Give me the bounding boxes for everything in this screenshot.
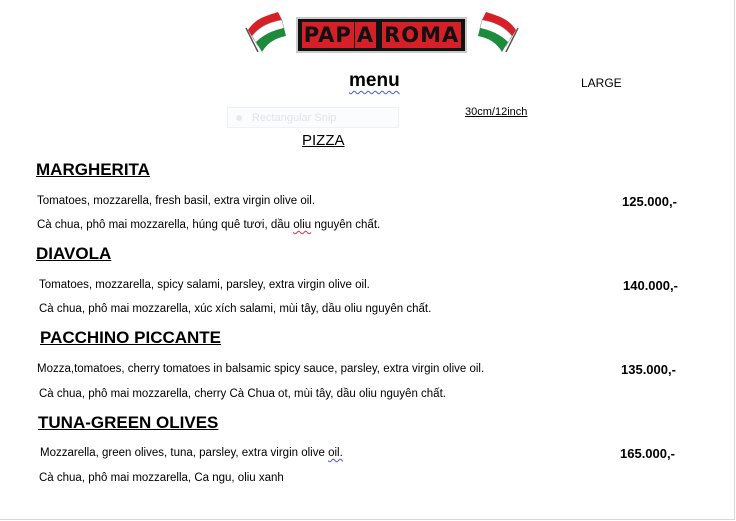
snip-icon [236,115,242,121]
item-description-en: Mozza,tomatoes, cherry tomatoes in balsamic spicy sauce, parsley, extra virgin olive oil. [37,363,485,375]
item-name: MARGHERITA [36,160,150,179]
logo-part-3: ROMA [384,23,460,47]
item-description-vi [37,219,380,231]
brand-logo [296,17,467,53]
item-description-en-part: Mozzarella, green olives, tuna, parsley, extra virgin olive [40,447,329,459]
item-description-en: Tomatoes, mozzarella, spicy salami, parsley, extra virgin olive oil. [39,279,370,291]
item-description-vi: Cà chua, phô mai mozzarella, Ca ngu, oliu xanh [39,472,284,484]
menu-title: menu [349,70,400,91]
item-description-vi-part: Cà chua, phô mai mozzarella, húng quê tươi, dầu [37,219,294,231]
item-description-vi-part: nguyên chất. [311,219,381,231]
spelling-flagged-word: oliu [293,219,312,231]
item-price: 135.000,- [621,362,676,377]
rectangular-snip-overlay [227,107,399,128]
snip-label: Rectangular Snip [252,111,337,124]
item-description-en [40,447,343,459]
item-name: PACCHINO PICCANTE [40,328,222,347]
item-description-vi: Cà chua, phô mai mozzarella, cherry Cà Chua ot, mùi tây, dầu oliu nguyên chất. [39,388,446,400]
item-description-vi: Cà chua, phô mai mozzarella, xúc xích salami, mùi tây, dầu oliu nguyên chất. [39,303,432,315]
item-price: 140.000,- [623,278,678,293]
italian-flag-icon [244,8,294,52]
item-price: 165.000,- [620,446,675,461]
item-name: TUNA-GREEN OLIVES [38,413,219,432]
italian-flag-icon [470,8,520,52]
section-title: PIZZA [302,132,345,149]
grammar-flagged-word: oil. [328,447,343,459]
logo-part-1: PAP [303,23,352,47]
size-dimension: 30cm/12inch [465,106,528,118]
item-price: 125.000,- [622,194,677,209]
logo-part-2: A [356,23,375,47]
item-name: DIAVOLA [36,244,112,263]
size-label: LARGE [581,76,622,90]
item-description-en: Tomatoes, mozzarella, fresh basil, extra virgin olive oil. [37,195,316,207]
